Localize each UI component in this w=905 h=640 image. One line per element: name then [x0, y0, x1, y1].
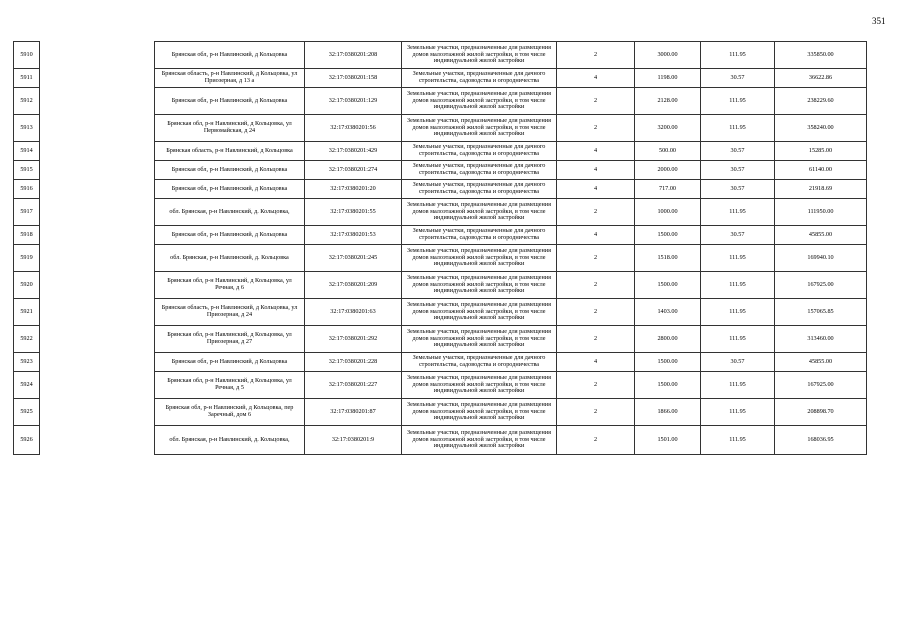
area-cell: 1198.00 [635, 69, 701, 88]
group-number-cell: 2 [557, 245, 635, 272]
group-number-cell: 2 [557, 272, 635, 299]
table-row [14, 226, 867, 245]
cadastral-number-cell: 32:17:0380201:208 [305, 42, 402, 69]
cadastral-value-cell: 208898.70 [775, 399, 867, 426]
land-use-cell: Земельные участки, предназначенные для дачного строительства, садоводства и огородничества [402, 69, 557, 88]
land-registry-table [13, 41, 867, 455]
land-use-cell: Земельные участки, предназначенные для размещения домов малоэтажной жилой застройки, в том числе индивидуальной жилой застройки [402, 42, 557, 69]
cadastral-value-cell: 111950.00 [775, 199, 867, 226]
address-cell: Брянская обл, р-н Навлинский, д Кольцовка, ул Речная, д 5 [155, 372, 305, 399]
row-number: 5924 [14, 372, 40, 399]
land-use-cell: Земельные участки, предназначенные для размещения домов малоэтажной жилой застройки, в том числе индивидуальной жилой застройки [402, 399, 557, 426]
land-use-cell: Земельные участки, предназначенные для дачного строительства, садоводства и огородничества [402, 180, 557, 199]
address-cell: Брянская обл, р-н Навлинский, д Кольцовка, ул Первомайская, д 24 [155, 115, 305, 142]
cadastral-number-cell: 32:17:0380201:274 [305, 161, 402, 180]
group-number-cell: 2 [557, 426, 635, 455]
cadastral-value-cell: 36622.86 [775, 69, 867, 88]
price-cell: 111.95 [701, 299, 775, 326]
row-number: 5921 [14, 299, 40, 326]
cadastral-number-cell: 32:17:0380201:429 [305, 142, 402, 161]
group-number-cell: 4 [557, 69, 635, 88]
cadastral-number-cell: 32:17:0380201:227 [305, 372, 402, 399]
land-use-cell: Земельные участки, предназначенные для размещения домов малоэтажной жилой застройки, в том числе индивидуальной жилой застройки [402, 115, 557, 142]
price-cell: 111.95 [701, 399, 775, 426]
row-number: 5914 [14, 142, 40, 161]
land-use-cell: Земельные участки, предназначенные для дачного строительства, садоводства и огородничества [402, 161, 557, 180]
price-cell: 111.95 [701, 199, 775, 226]
cadastral-number-cell: 32:17:0380201:53 [305, 226, 402, 245]
area-cell: 1500.00 [635, 226, 701, 245]
gap-cell [40, 326, 155, 353]
address-cell: Брянская обл, р-н Навлинский, д Кольцовка, пер Заречный, дом 6 [155, 399, 305, 426]
gap-cell [40, 272, 155, 299]
cadastral-value-cell: 15285.00 [775, 142, 867, 161]
row-number: 5917 [14, 199, 40, 226]
address-cell: Брянская обл, р-н Навлинский, д Кольцовка, ул Приозерная, д 27 [155, 326, 305, 353]
group-number-cell: 2 [557, 326, 635, 353]
price-cell: 30.57 [701, 161, 775, 180]
area-cell: 3200.00 [635, 115, 701, 142]
price-cell: 30.57 [701, 226, 775, 245]
row-number: 5919 [14, 245, 40, 272]
land-use-cell: Земельные участки, предназначенные для размещения домов малоэтажной жилой застройки, в том числе индивидуальной жилой застройки [402, 199, 557, 226]
cadastral-value-cell: 169940.10 [775, 245, 867, 272]
group-number-cell: 4 [557, 226, 635, 245]
group-number-cell: 2 [557, 372, 635, 399]
gap-cell [40, 161, 155, 180]
gap-cell [40, 426, 155, 455]
price-cell: 111.95 [701, 115, 775, 142]
row-number: 5923 [14, 353, 40, 372]
land-use-cell: Земельные участки, предназначенные для размещения домов малоэтажной жилой застройки, в том числе индивидуальной жилой застройки [402, 299, 557, 326]
group-number-cell: 4 [557, 353, 635, 372]
price-cell: 111.95 [701, 88, 775, 115]
price-cell: 30.57 [701, 353, 775, 372]
cadastral-value-cell: 167925.00 [775, 372, 867, 399]
address-cell: обл. Брянская, р-н Навлинский, д. Кольцовка, [155, 199, 305, 226]
group-number-cell: 2 [557, 299, 635, 326]
cadastral-number-cell: 32:17:0380201:56 [305, 115, 402, 142]
row-number: 5915 [14, 161, 40, 180]
gap-cell [40, 142, 155, 161]
group-number-cell: 2 [557, 199, 635, 226]
cadastral-value-cell: 238229.60 [775, 88, 867, 115]
gap-cell [40, 226, 155, 245]
price-cell: 111.95 [701, 372, 775, 399]
row-number: 5912 [14, 88, 40, 115]
gap-cell [40, 199, 155, 226]
cadastral-number-cell: 32:17:0380201:9 [305, 426, 402, 455]
group-number-cell: 2 [557, 115, 635, 142]
area-cell: 1866.00 [635, 399, 701, 426]
row-number: 5925 [14, 399, 40, 426]
cadastral-value-cell: 167925.00 [775, 272, 867, 299]
cadastral-number-cell: 32:17:0380201:129 [305, 88, 402, 115]
price-cell: 30.57 [701, 180, 775, 199]
price-cell: 111.95 [701, 42, 775, 69]
cadastral-value-cell: 335850.00 [775, 42, 867, 69]
gap-cell [40, 69, 155, 88]
land-use-cell: Земельные участки, предназначенные для дачного строительства, садоводства и огородничества [402, 142, 557, 161]
gap-cell [40, 180, 155, 199]
price-cell: 30.57 [701, 69, 775, 88]
table-row [14, 426, 867, 455]
area-cell: 1501.00 [635, 426, 701, 455]
gap-cell [40, 42, 155, 69]
area-cell: 2000.00 [635, 161, 701, 180]
land-use-cell: Земельные участки, предназначенные для дачного строительства, садоводства и огородничества [402, 226, 557, 245]
gap-cell [40, 115, 155, 142]
address-cell: Брянская обл, р-н Навлинский, д Кольцовка [155, 180, 305, 199]
table-row [14, 199, 867, 226]
land-use-cell: Земельные участки, предназначенные для размещения домов малоэтажной жилой застройки, в том числе индивидуальной жилой застройки [402, 88, 557, 115]
row-number: 5922 [14, 326, 40, 353]
cadastral-number-cell: 32:17:0380201:209 [305, 272, 402, 299]
land-use-cell: Земельные участки, предназначенные для размещения домов малоэтажной жилой застройки, в том числе индивидуальной жилой застройки [402, 245, 557, 272]
cadastral-number-cell: 32:17:0380201:63 [305, 299, 402, 326]
cadastral-number-cell: 32:17:0380201:292 [305, 326, 402, 353]
price-cell: 111.95 [701, 245, 775, 272]
gap-cell [40, 372, 155, 399]
cadastral-value-cell: 21918.69 [775, 180, 867, 199]
price-cell: 111.95 [701, 326, 775, 353]
table-row [14, 142, 867, 161]
gap-cell [40, 399, 155, 426]
gap-cell [40, 299, 155, 326]
address-cell: Брянская обл, р-н Навлинский, д Кольцовка [155, 353, 305, 372]
table-row [14, 272, 867, 299]
land-use-cell: Земельные участки, предназначенные для размещения домов малоэтажной жилой застройки, в том числе индивидуальной жилой застройки [402, 372, 557, 399]
table-row [14, 372, 867, 399]
row-number: 5911 [14, 69, 40, 88]
row-number: 5926 [14, 426, 40, 455]
table-row [14, 180, 867, 199]
area-cell: 1500.00 [635, 353, 701, 372]
gap-cell [40, 88, 155, 115]
group-number-cell: 2 [557, 399, 635, 426]
address-cell: Брянская область, р-н Навлинский, д Кольцовка, ул Приозерная, д 13 а [155, 69, 305, 88]
area-cell: 1000.00 [635, 199, 701, 226]
area-cell: 2128.00 [635, 88, 701, 115]
table-row [14, 326, 867, 353]
land-use-cell: Земельные участки, предназначенные для дачного строительства, садоводства и огородничества [402, 353, 557, 372]
address-cell: обл. Брянская, р-н Навлинский, д. Кольцовка [155, 245, 305, 272]
cadastral-number-cell: 32:17:0380201:55 [305, 199, 402, 226]
row-number: 5910 [14, 42, 40, 69]
group-number-cell: 4 [557, 180, 635, 199]
cadastral-number-cell: 32:17:0380201:228 [305, 353, 402, 372]
cadastral-value-cell: 358240.00 [775, 115, 867, 142]
address-cell: Брянская область, р-н Навлинский, д Кольцовка [155, 142, 305, 161]
area-cell: 1500.00 [635, 272, 701, 299]
table-row [14, 399, 867, 426]
address-cell: Брянская обл, р-н Навлинский, д Кольцовка [155, 88, 305, 115]
group-number-cell: 4 [557, 142, 635, 161]
cadastral-value-cell: 45855.00 [775, 226, 867, 245]
cadastral-number-cell: 32:17:0380201:20 [305, 180, 402, 199]
price-cell: 111.95 [701, 426, 775, 455]
address-cell: обл. Брянская, р-н Навлинский, д. Кольцовка, [155, 426, 305, 455]
area-cell: 717.00 [635, 180, 701, 199]
land-use-cell: Земельные участки, предназначенные для размещения домов малоэтажной жилой застройки, в том числе индивидуальной жилой застройки [402, 272, 557, 299]
cadastral-number-cell: 32:17:0380201:87 [305, 399, 402, 426]
table-row [14, 42, 867, 69]
land-use-cell: Земельные участки, предназначенные для размещения домов малоэтажной жилой застройки, в том числе индивидуальной жилой застройки [402, 326, 557, 353]
page-number: 351 [872, 16, 886, 26]
address-cell: Брянская обл, р-н Навлинский, д Кольцовка [155, 161, 305, 180]
area-cell: 3000.00 [635, 42, 701, 69]
cadastral-number-cell: 32:17:0380201:158 [305, 69, 402, 88]
address-cell: Брянская обл, р-н Навлинский, д Кольцовка, ул Речная, д 6 [155, 272, 305, 299]
address-cell: Брянская обл, р-н Навлинский, д Кольцовка [155, 42, 305, 69]
address-cell: Брянская область, р-н Навлинский, д Кольцовка, ул Приозерная, д 24 [155, 299, 305, 326]
cadastral-number-cell: 32:17:0380201:245 [305, 245, 402, 272]
group-number-cell: 4 [557, 161, 635, 180]
land-use-cell: Земельные участки, предназначенные для размещения домов малоэтажной жилой застройки, в том числе индивидуальной жилой застройки [402, 426, 557, 455]
table-row [14, 161, 867, 180]
table-row [14, 115, 867, 142]
area-cell: 1403.00 [635, 299, 701, 326]
cadastral-value-cell: 168036.95 [775, 426, 867, 455]
cadastral-value-cell: 313460.00 [775, 326, 867, 353]
table-row [14, 299, 867, 326]
cadastral-value-cell: 45855.00 [775, 353, 867, 372]
table-row [14, 245, 867, 272]
group-number-cell: 2 [557, 42, 635, 69]
table-row [14, 88, 867, 115]
area-cell: 1500.00 [635, 372, 701, 399]
row-number: 5918 [14, 226, 40, 245]
gap-cell [40, 245, 155, 272]
gap-cell [40, 353, 155, 372]
area-cell: 1518.00 [635, 245, 701, 272]
address-cell: Брянская обл, р-н Навлинский, д Кольцовка [155, 226, 305, 245]
row-number: 5913 [14, 115, 40, 142]
row-number: 5916 [14, 180, 40, 199]
area-cell: 2800.00 [635, 326, 701, 353]
table-row [14, 353, 867, 372]
row-number: 5920 [14, 272, 40, 299]
cadastral-value-cell: 157065.85 [775, 299, 867, 326]
table-row [14, 69, 867, 88]
cadastral-value-cell: 61140.00 [775, 161, 867, 180]
area-cell: 500.00 [635, 142, 701, 161]
price-cell: 30.57 [701, 142, 775, 161]
price-cell: 111.95 [701, 272, 775, 299]
group-number-cell: 2 [557, 88, 635, 115]
